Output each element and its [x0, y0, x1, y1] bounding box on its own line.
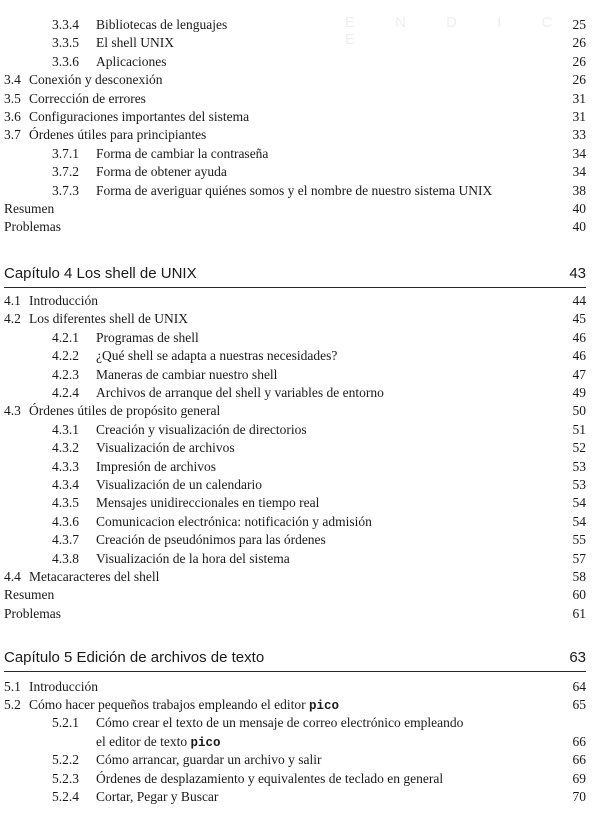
entry-title: Programas de shell — [96, 329, 199, 345]
toc-entry-continuation — [52, 733, 586, 751]
chapter-title: Capítulo 4 Los shell de UNIX — [4, 265, 197, 282]
chapter-page: 43 — [569, 265, 586, 282]
entry-number: 4.3.6 — [52, 513, 79, 529]
entry-page: 65 — [572, 697, 586, 712]
entry-number: 4.3.5 — [52, 495, 79, 511]
toc-entry — [4, 108, 586, 126]
entry-title: Forma de averiguar quiénes somos y el nombre de nuestro sistema UNIX — [96, 182, 493, 198]
toc-entry — [52, 458, 586, 476]
entry-title: Archivos de arranque del shell y variables de entorno — [96, 385, 384, 400]
entry-title: Metacaracteres del shell — [29, 569, 160, 584]
entry-number: 3.3.5 — [52, 35, 79, 51]
entry-title: Creación de pseudónimos para las órdenes — [96, 532, 326, 548]
entry-number: 4.2.2 — [52, 348, 79, 364]
toc-entry — [52, 513, 586, 531]
entry-page: 53 — [572, 477, 586, 492]
toc-entry — [4, 310, 586, 328]
toc-entry — [52, 531, 586, 549]
entry-title: Impresión de archivos — [96, 458, 216, 474]
toc-entry — [52, 329, 586, 347]
entry-page: 34 — [572, 164, 586, 180]
toc-entry — [52, 476, 586, 494]
chapter-4-rule — [4, 287, 586, 288]
entry-number: 4.2.1 — [52, 329, 79, 345]
entry-page: 40 — [572, 201, 586, 216]
entry-number: 4.3 — [4, 403, 21, 419]
entry-page: 40 — [572, 219, 586, 235]
entry-number: 4.4 — [4, 569, 21, 584]
entry-page: 31 — [572, 90, 586, 106]
entry-page: 50 — [572, 403, 586, 419]
entry-number: 4.3.1 — [52, 421, 79, 437]
toc-entry — [52, 788, 586, 806]
toc-entry — [52, 34, 586, 52]
entry-title: Forma de cambiar la contraseña — [96, 145, 269, 161]
entry-number: 4.1 — [4, 293, 21, 308]
chapter-page: 63 — [569, 649, 586, 666]
entry-number: 5.2.2 — [52, 752, 79, 767]
toc-entry — [52, 163, 586, 181]
entry-title — [29, 696, 339, 715]
toc-entry — [4, 678, 586, 696]
entry-page: 70 — [572, 789, 586, 804]
chapter-5-heading — [4, 648, 586, 668]
code-term: pico — [309, 699, 340, 713]
entry-number: 4.3.7 — [52, 532, 79, 548]
entry-title: Visualización de la hora del sistema — [96, 550, 290, 566]
entry-title: Cómo arrancar, guardar un archivo y salir — [96, 752, 322, 767]
entry-number: 3.7 — [4, 127, 21, 143]
entry-title: Configuraciones importantes del sistema — [29, 109, 250, 124]
entry-title-text: el editor de texto — [96, 734, 188, 749]
toc-entry — [52, 439, 586, 457]
entry-title: Órdenes de desplazamiento y equivalentes de teclado en general — [96, 771, 444, 786]
entry-title: Cómo crear el texto de un mensaje de correo electrónico empleando — [96, 715, 464, 730]
entry-page: 66 — [572, 734, 586, 749]
toc-entry — [52, 714, 586, 732]
entry-page: 45 — [572, 311, 586, 327]
entry-title: Introducción — [29, 679, 98, 694]
entry-number: 3.6 — [4, 109, 21, 124]
entry-title: Cortar, Pegar y Buscar — [96, 789, 219, 804]
entry-page: 64 — [572, 679, 586, 694]
toc-entry — [52, 347, 586, 365]
entry-title — [96, 733, 220, 752]
toc-entry — [4, 90, 586, 108]
entry-title: Introducción — [29, 293, 98, 308]
entry-number: 3.3.6 — [52, 53, 79, 69]
entry-title: Resumen — [4, 201, 55, 216]
toc-entry — [4, 218, 586, 236]
entry-number: 4.3.3 — [52, 458, 79, 474]
toc-entry — [4, 568, 586, 586]
entry-page: 55 — [572, 532, 586, 548]
entry-page: 54 — [572, 495, 586, 511]
entry-title: Problemas — [4, 605, 61, 621]
toc-entry — [52, 182, 586, 200]
entry-number: 4.3.8 — [52, 550, 79, 566]
toc-entry — [52, 366, 586, 384]
entry-page: 52 — [572, 440, 586, 456]
entry-page: 46 — [572, 329, 586, 345]
entry-title: ¿Qué shell se adapta a nuestras necesidades? — [96, 348, 338, 364]
entry-title: Aplicaciones — [96, 53, 167, 69]
entry-page: 31 — [572, 109, 586, 124]
toc-entry — [52, 53, 586, 71]
chapter-title: Capítulo 5 Edición de archivos de texto — [4, 649, 265, 666]
entry-number: 3.7.2 — [52, 164, 79, 180]
entry-page: 69 — [572, 771, 586, 786]
entry-title: Órdenes útiles para principiantes — [29, 127, 207, 143]
toc-entry — [4, 126, 586, 144]
toc-entry — [52, 145, 586, 163]
entry-title: Mensajes unidireccionales en tiempo real — [96, 495, 320, 511]
entry-number: 5.2.1 — [52, 715, 79, 730]
entry-number: 3.7.1 — [52, 145, 79, 161]
entry-title: Visualización de un calendario — [96, 477, 262, 492]
toc-entry — [4, 605, 586, 623]
entry-number: 5.2.4 — [52, 789, 79, 804]
entry-number: 3.5 — [4, 90, 21, 106]
entry-title: Creación y visualización de directorios — [96, 421, 307, 437]
entry-title: Resumen — [4, 587, 55, 603]
entry-title: Maneras de cambiar nuestro shell — [96, 366, 278, 382]
bleed-through-heading: E N D I C E — [345, 14, 571, 48]
entry-page: 47 — [572, 366, 586, 382]
entry-title: Comunicacion electrónica: notificación y admisión — [96, 513, 372, 529]
entry-number: 5.2 — [4, 697, 21, 712]
toc-entry — [4, 200, 586, 218]
toc-entry — [52, 421, 586, 439]
entry-page: 44 — [572, 293, 586, 308]
entry-page: 34 — [572, 145, 586, 161]
entry-title: El shell UNIX — [96, 35, 174, 51]
toc-entry — [52, 494, 586, 512]
entry-page: 57 — [572, 550, 586, 566]
entry-number: 5.2.3 — [52, 771, 79, 786]
entry-number: 4.2 — [4, 311, 21, 327]
chapter-4-heading — [4, 264, 586, 284]
entry-number: 4.2.3 — [52, 366, 79, 382]
entry-page: 66 — [572, 752, 586, 767]
chapter-5-rule — [4, 671, 586, 672]
toc-entry — [4, 292, 586, 310]
entry-page: 49 — [572, 385, 586, 400]
entry-number: 3.3.4 — [52, 17, 79, 32]
toc-entry — [52, 770, 586, 788]
entry-page: 61 — [572, 605, 586, 621]
entry-number: 4.3.2 — [52, 440, 79, 456]
entry-page: 26 — [572, 72, 586, 88]
entry-number: 5.1 — [4, 679, 21, 694]
toc-entry — [4, 696, 586, 714]
entry-page: 38 — [572, 182, 586, 198]
entry-number: 4.2.4 — [52, 385, 79, 400]
entry-page: 46 — [572, 348, 586, 364]
entry-title: Forma de obtener ayuda — [96, 164, 227, 180]
entry-title: Corrección de errores — [29, 90, 146, 106]
toc-entry — [52, 550, 586, 568]
entry-page: 53 — [572, 458, 586, 474]
entry-title: Visualización de archivos — [96, 440, 235, 456]
entry-page: 26 — [572, 35, 586, 51]
entry-number: 3.7.3 — [52, 182, 79, 198]
entry-page: 58 — [572, 569, 586, 584]
entry-title: Órdenes útiles de propósito general — [29, 403, 221, 419]
entry-page: 54 — [572, 513, 586, 529]
entry-page: 26 — [572, 53, 586, 69]
entry-title: Bibliotecas de lenguajes — [96, 17, 228, 32]
entry-title: Problemas — [4, 219, 61, 235]
entry-number: 4.3.4 — [52, 477, 79, 492]
entry-page: 33 — [572, 127, 586, 143]
toc-entry — [4, 586, 586, 604]
entry-number: 3.4 — [4, 72, 21, 88]
entry-title: Conexión y desconexión — [29, 72, 163, 88]
entry-title: Los diferentes shell de UNIX — [29, 311, 188, 327]
entry-page: 25 — [572, 17, 586, 32]
toc-entry — [52, 384, 586, 402]
entry-page: 51 — [572, 421, 586, 437]
toc-entry — [52, 751, 586, 769]
toc-entry — [52, 16, 586, 34]
entry-title-text: Cómo hacer pequeños trabajos empleando el editor — [29, 697, 306, 712]
toc-entry — [4, 402, 586, 420]
toc-entry — [4, 71, 586, 89]
entry-page: 60 — [572, 587, 586, 603]
code-term: pico — [190, 736, 221, 750]
